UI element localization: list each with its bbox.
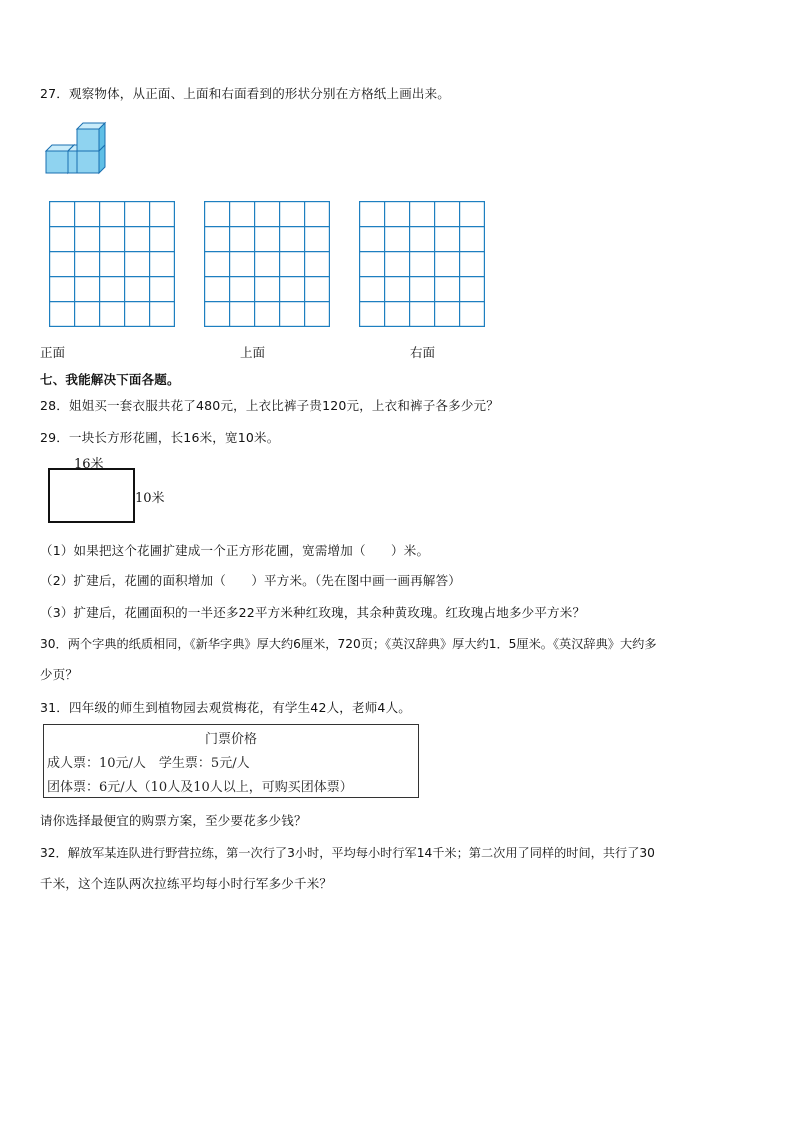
ticket-table-title: 门票价格 <box>204 731 257 747</box>
garden-rectangle-figure <box>40 453 180 525</box>
right-view-label: 右面 <box>410 345 436 360</box>
question-28: 28．姐姐买一套衣服共花了480元，上衣比裤子贵120元，上衣和裤子各多少元？ <box>40 398 499 413</box>
top-view-grid[interactable] <box>204 201 330 327</box>
cube-stack-figure <box>44 121 108 183</box>
ticket-row-individual: 成人票：10元/人 学生票：5元/人 <box>47 755 250 771</box>
question-29-part-2: （2）扩建后，花圃的面积增加（ ）平方米。（先在图中画一画再解答） <box>40 573 462 588</box>
question-30-line-1: 30．两个字典的纸质相同，《新华字典》厚大约6厘米，720页；《英汉辞典》厚大约1．5厘米。《英汉辞典》大约多 <box>40 637 657 651</box>
question-29-part-3: （3）扩建后，花圃面积的一半还多22平方米种红玫瑰，其余种黄玫瑰。红玫瑰占地多少平方米？ <box>40 605 586 620</box>
question-31-prompt: 请你选择最便宜的购票方案，至少要花多少钱？ <box>40 813 307 828</box>
right-view-grid[interactable] <box>359 201 485 327</box>
front-view-label: 正面 <box>40 345 66 360</box>
garden-length-label: 16米 <box>74 457 104 472</box>
top-view-label: 上面 <box>240 345 266 360</box>
question-29: 29．一块长方形花圃，长16米，宽10米。 <box>40 430 280 445</box>
question-32-line-2: 千米，这个连队两次拉练平均每小时行军多少千米？ <box>40 876 333 891</box>
front-view-grid[interactable] <box>49 201 175 327</box>
question-32-line-1: 32．解放军某连队进行野营拉练，第一次行了3小时，平均每小时行军14千米；第二次用了同样的时间，共行了30 <box>40 846 655 860</box>
section-7-title: 七、我能解决下面各题。 <box>40 372 180 387</box>
question-31: 31．四年级的师生到植物园去观赏梅花，有学生42人，老师4人。 <box>40 700 411 715</box>
question-27: 27．观察物体，从正面、上面和右面看到的形状分别在方格纸上画出来。 <box>40 86 451 101</box>
question-30-line-2: 少页？ <box>40 667 79 682</box>
ticket-price-table <box>43 724 419 798</box>
garden-rectangle <box>48 468 135 523</box>
ticket-row-group: 团体票：6元/人（10人及10人以上，可购买团体票） <box>47 779 353 795</box>
question-29-part-1: （1）如果把这个花圃扩建成一个正方形花圃，宽需增加（ ）米。 <box>40 543 430 558</box>
garden-width-label: 10米 <box>135 491 165 506</box>
